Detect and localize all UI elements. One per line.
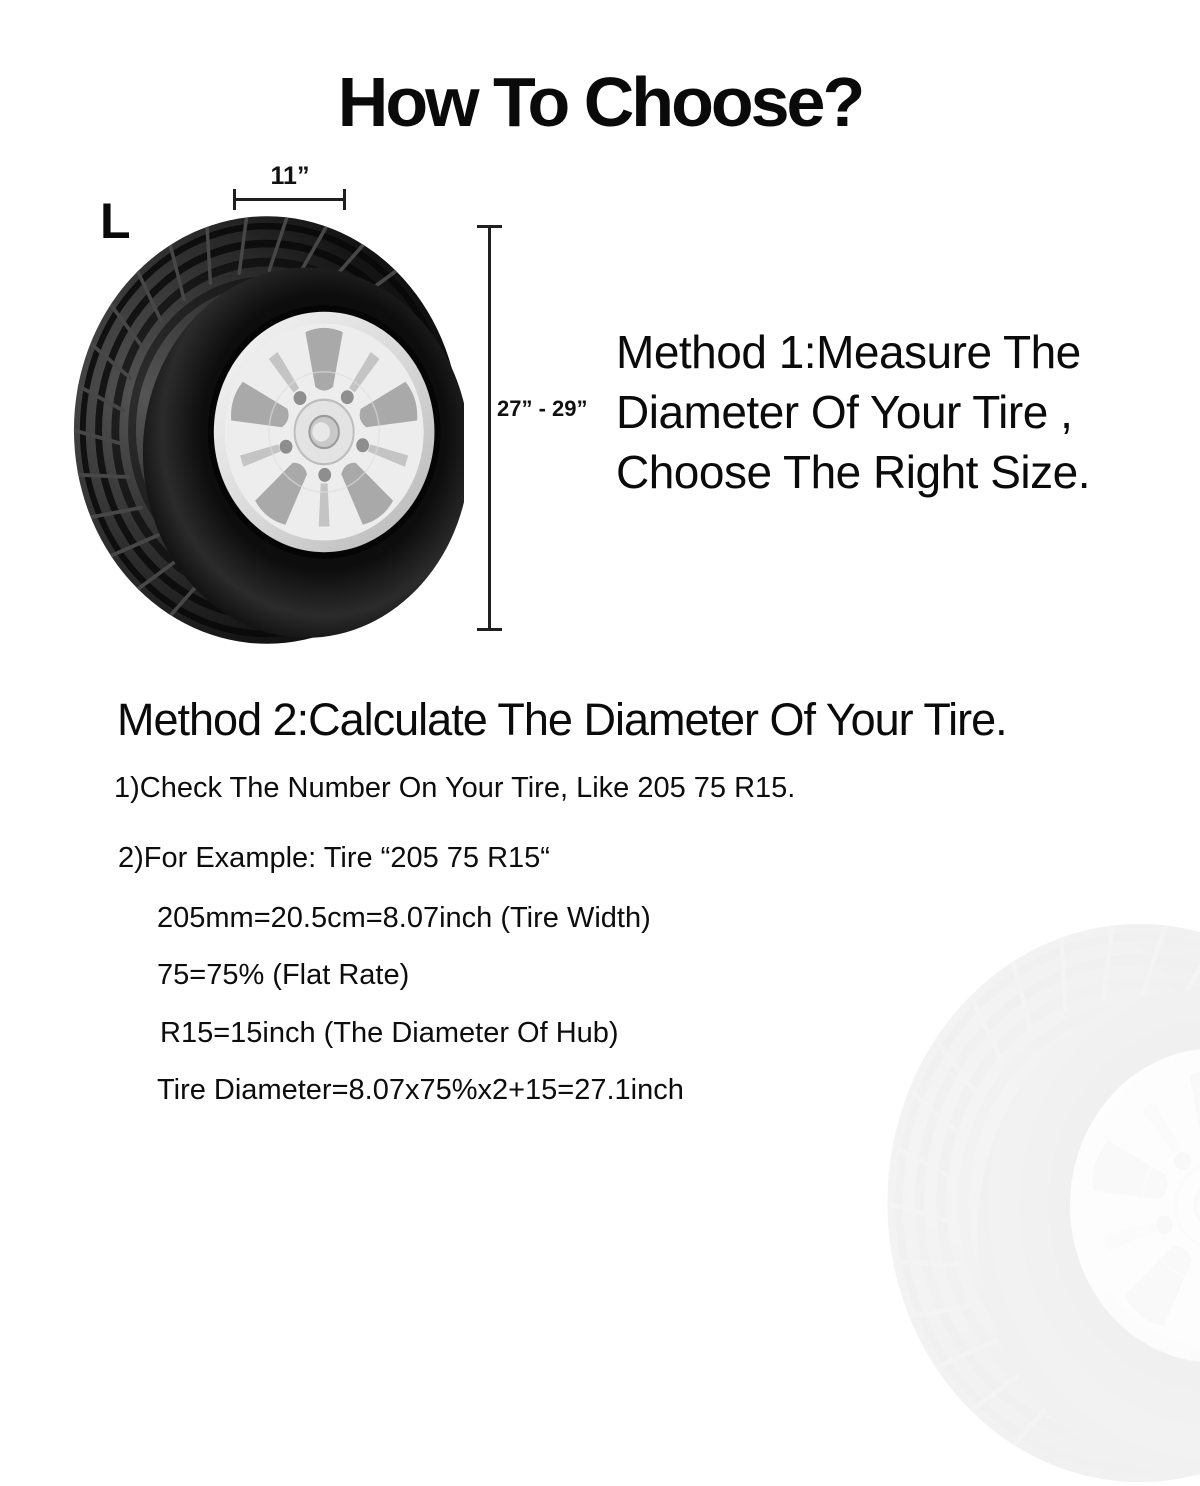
method2-detail-tire-width: 205mm=20.5cm=8.07inch (Tire Width) <box>157 902 651 934</box>
tire-image <box>70 213 464 647</box>
tire-width-label: 11” <box>270 162 310 190</box>
method1-text <box>616 322 1136 502</box>
method1-line2: Diameter Of Your Tire , <box>616 386 1073 438</box>
method2-detail-flat-rate: 75=75% (Flat Rate) <box>157 959 410 991</box>
page-title: How To Choose? <box>337 63 863 141</box>
diameter-measure-tick-top <box>477 225 502 228</box>
method1-line1: Method 1:Measure The <box>616 326 1081 378</box>
method2-step1: 1)Check The Number On Your Tire, Like 205 75 R15. <box>114 772 796 804</box>
diameter-measure-line <box>488 226 491 630</box>
width-measure-tick-right <box>343 189 346 210</box>
method2-step2: 2)For Example: Tire “205 75 R15“ <box>118 842 550 874</box>
method2-detail-hub-diameter: R15=15inch (The Diameter Of Hub) <box>160 1017 619 1049</box>
method2-heading: Method 2:Calculate The Diameter Of Your Tire. <box>117 694 1007 745</box>
watermark-tire-image <box>882 920 1200 1486</box>
tire-diameter-label: 27” - 29” <box>497 396 588 421</box>
diameter-measure-tick-bottom <box>477 628 502 631</box>
method1-line3: Choose The Right Size. <box>616 446 1090 498</box>
size-letter-label: L <box>100 193 131 249</box>
width-measure-tick-left <box>233 189 236 210</box>
width-measure-line <box>234 198 346 201</box>
method2-detail-tire-diameter: Tire Diameter=8.07x75%x2+15=27.1inch <box>157 1074 684 1106</box>
